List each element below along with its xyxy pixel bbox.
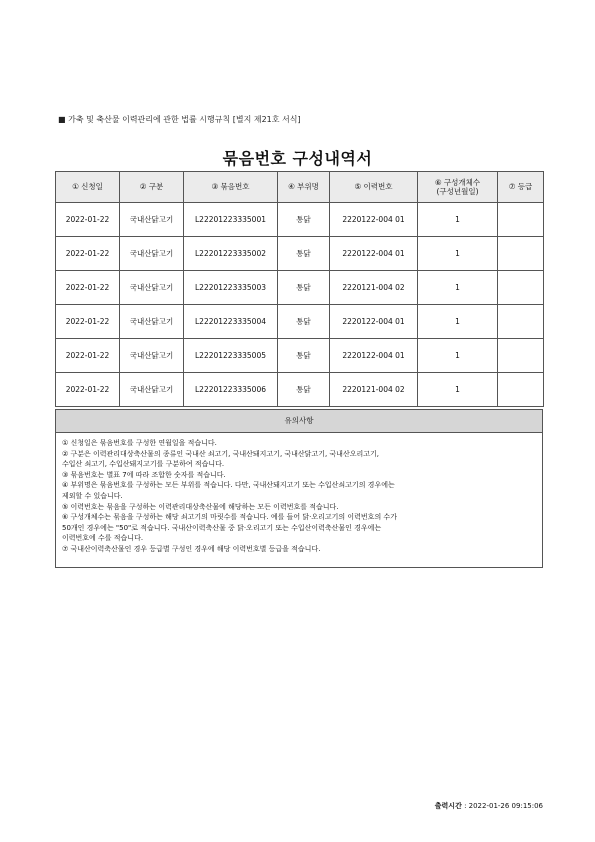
column-header-grade: ⑦ 등급 <box>498 172 544 203</box>
cell-unit-count: 1 <box>418 271 498 305</box>
note-item: ① 신청일은 묶음번호를 구성한 연월일을 적습니다. <box>62 439 217 447</box>
cell-bundle-number: L22201223335006 <box>184 373 278 407</box>
cell-unit-count: 1 <box>418 237 498 271</box>
note-item: ④ 부위명은 묶음번호를 구성하는 모든 부위를 적습니다. 다만, 국내산돼지고기 또는 수입산쇠고기의 경우에는 제외할 수 있습니다. <box>62 481 395 500</box>
cell-trace-number: 2220122-004 01 <box>330 203 418 237</box>
note-item: ③ 묶음번호는 별표 7에 따라 조합한 숫자를 적습니다. <box>62 470 226 479</box>
cell-category: 국내산닭고기 <box>120 203 184 237</box>
form-reference-note: ■ 가축 및 축산물 이력관리에 관한 법률 시행규칙 [별지 제21호 서식] <box>58 115 301 124</box>
cell-grade <box>498 237 544 271</box>
cell-date: 2022-01-22 <box>56 237 120 271</box>
cell-date: 2022-01-22 <box>56 271 120 305</box>
cell-part-name: 통닭 <box>278 203 330 237</box>
cell-bundle-number: L22201223335001 <box>184 203 278 237</box>
cell-grade <box>498 203 544 237</box>
cell-grade <box>498 305 544 339</box>
note-item: ⑥ 구성개체수는 묶음을 구성하는 해당 쇠고기의 마릿수를 적습니다. 예를 들어 닭·오리고기의 이력번호의 수가 50개인 경우에는 "50"로 적습니다. 국내산이력축산물 중 닭·오리고기 또는 수입산이력축산물인 경우에는 이력번호에 수를 적습니다. <box>62 513 397 543</box>
cell-part-name: 통닭 <box>278 271 330 305</box>
cell-trace-number: 2220121-004 02 <box>330 271 418 305</box>
table-row <box>56 305 544 339</box>
cell-category: 국내산닭고기 <box>120 237 184 271</box>
cell-trace-number: 2220122-004 01 <box>330 339 418 373</box>
bundle-composition-table <box>55 171 544 407</box>
cell-part-name: 통닭 <box>278 237 330 271</box>
cell-trace-number: 2220122-004 01 <box>330 305 418 339</box>
cell-unit-count: 1 <box>418 203 498 237</box>
print-time <box>435 801 543 811</box>
column-header-part-name: ④ 부위명 <box>278 172 330 203</box>
table-row <box>56 237 544 271</box>
notes-list <box>56 433 542 555</box>
cell-part-name: 통닭 <box>278 373 330 407</box>
table-row <box>56 339 544 373</box>
cell-trace-number: 2220122-004 01 <box>330 237 418 271</box>
cell-grade <box>498 339 544 373</box>
note-item: ⑤ 이력번호는 묶음을 구성하는 이력관리대상축산물에 해당하는 모든 이력번호를 적습니다. <box>62 502 339 511</box>
table-row <box>56 203 544 237</box>
note-item: ② 구분은 이력관리대상축산물의 종류인 국내산 쇠고기, 국내산돼지고기, 국내산닭고기, 국내산오리고기, 수입산 쇠고기, 수입산돼지고기를 구분하여 적습니다. <box>62 449 379 469</box>
column-header-trace-number: ⑤ 이력번호 <box>330 172 418 203</box>
cell-date: 2022-01-22 <box>56 305 120 339</box>
column-header-date: ① 신청일 <box>56 172 120 203</box>
cell-part-name: 통닭 <box>278 305 330 339</box>
column-header-unit-count: ⑥ 구성개체수 (구성년월일) <box>418 172 498 203</box>
print-time-label: 출력시간 <box>434 802 462 810</box>
cell-category: 국내산닭고기 <box>120 305 184 339</box>
column-header-category: ② 구분 <box>120 172 184 203</box>
cell-category: 국내산닭고기 <box>120 271 184 305</box>
cell-bundle-number: L22201223335004 <box>184 305 278 339</box>
table-row <box>56 271 544 305</box>
cell-trace-number: 2220121-004 02 <box>330 373 418 407</box>
cell-unit-count: 1 <box>418 339 498 373</box>
cell-bundle-number: L22201223335002 <box>184 237 278 271</box>
cell-unit-count: 1 <box>418 373 498 407</box>
print-time-value: : 2022-01-26 09:15:06 <box>461 802 543 810</box>
table-header-row <box>56 172 544 203</box>
cell-date: 2022-01-22 <box>56 373 120 407</box>
cell-category: 국내산닭고기 <box>120 339 184 373</box>
cell-date: 2022-01-22 <box>56 339 120 373</box>
notes-section <box>55 409 543 568</box>
cell-bundle-number: L22201223335005 <box>184 339 278 373</box>
note-item: ⑦ 국내산이력축산물인 경우 등급별 구성인 경우에 해당 이력번호별 등급을 적습니다. <box>62 544 321 553</box>
cell-part-name: 통닭 <box>278 339 330 373</box>
cell-category: 국내산닭고기 <box>120 373 184 407</box>
cell-unit-count: 1 <box>418 305 498 339</box>
cell-grade <box>498 373 544 407</box>
cell-bundle-number: L22201223335003 <box>184 271 278 305</box>
cell-date: 2022-01-22 <box>56 203 120 237</box>
table-row <box>56 373 544 407</box>
notes-heading: 유의사항 <box>56 409 542 433</box>
cell-grade <box>498 271 544 305</box>
column-header-bundle-number: ③ 묶음번호 <box>184 172 278 203</box>
page-title: 묶음번호 구성내역서 <box>222 149 373 168</box>
